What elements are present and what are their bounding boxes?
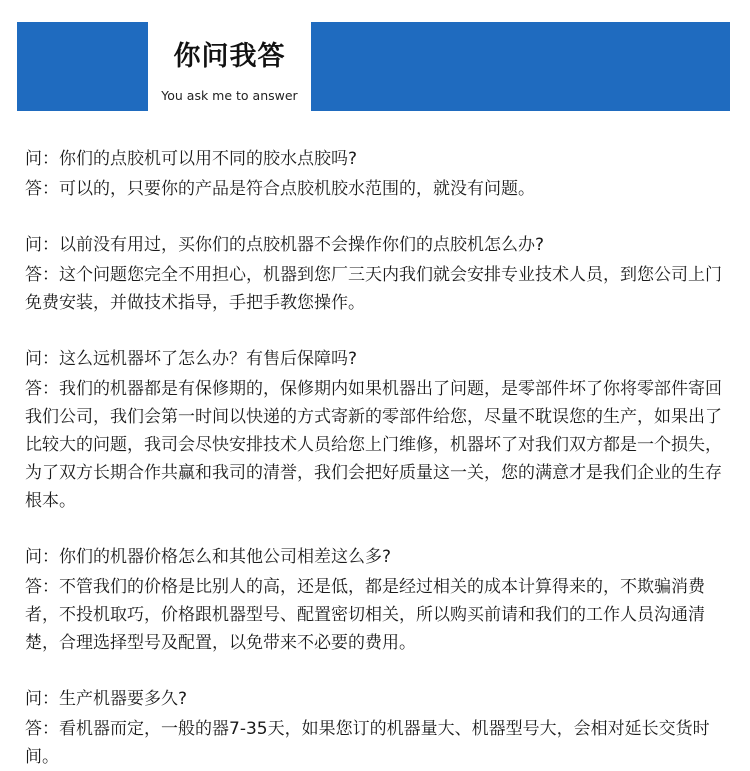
faq-item <box>25 685 737 771</box>
faq-answer: 答：我们的机器都是有保修期的，保修期内如果机器出了问题，是零部件坏了你将零部件寄回我们公司，我们会第一时间以快递的方式寄新的零部件给您，尽量不耽误您的生产，如果出了比较大的问题，我司会尽快安排技术人员给您上门维修，机器坏了对我们双方都是一个损失，为了双方长期合作共赢和我司的清誉，我们会把好质量这一关，您的满意才是我们企业的生存根本。 <box>25 379 722 511</box>
faq-item <box>25 145 737 203</box>
faq-question: 问：你们的机器价格怎么和其他公司相差这么多? <box>25 547 392 567</box>
faq-question: 问：这么远机器坏了怎么办？有售后保障吗? <box>25 349 358 369</box>
banner-bar-left <box>17 22 148 111</box>
faq-answer: 答：这个问题您完全不用担心，机器到您厂三天内我们就会安排专业技术人员，到您公司上门免费安装，并做技术指导，手把手教您操作。 <box>25 265 722 313</box>
faq-item <box>25 231 737 317</box>
faq-answer: 答：不管我们的价格是比别人的高，还是低，都是经过相关的成本计算得来的，不欺骗消费者，不投机取巧，价格跟机器型号、配置密切相关，所以购买前请和我们的工作人员沟通清楚，合理选择型号及配置，以免带来不必要的费用。 <box>25 577 705 653</box>
faq-answer: 答：看机器而定，一般的器7-35天，如果您订的机器量大、机器型号大，会相对延长交货时间。 <box>25 719 710 767</box>
faq-item <box>25 345 737 515</box>
page-subtitle: You ask me to answer <box>161 88 298 103</box>
faq-item <box>25 543 737 657</box>
faq-question: 问：以前没有用过，买你们的点胶机器不会操作你们的点胶机怎么办? <box>25 235 545 255</box>
banner-bar-right <box>311 22 730 111</box>
page-title: 你问我答 <box>173 41 286 72</box>
header-banner <box>0 0 750 120</box>
faq-question: 问：你们的点胶机可以用不同的胶水点胶吗? <box>25 149 358 169</box>
faq-list <box>25 145 737 771</box>
faq-question: 问：生产机器要多久? <box>25 689 188 709</box>
faq-answer: 答：可以的，只要你的产品是符合点胶机胶水范围的，就没有问题。 <box>25 179 535 199</box>
title-block <box>148 22 311 111</box>
